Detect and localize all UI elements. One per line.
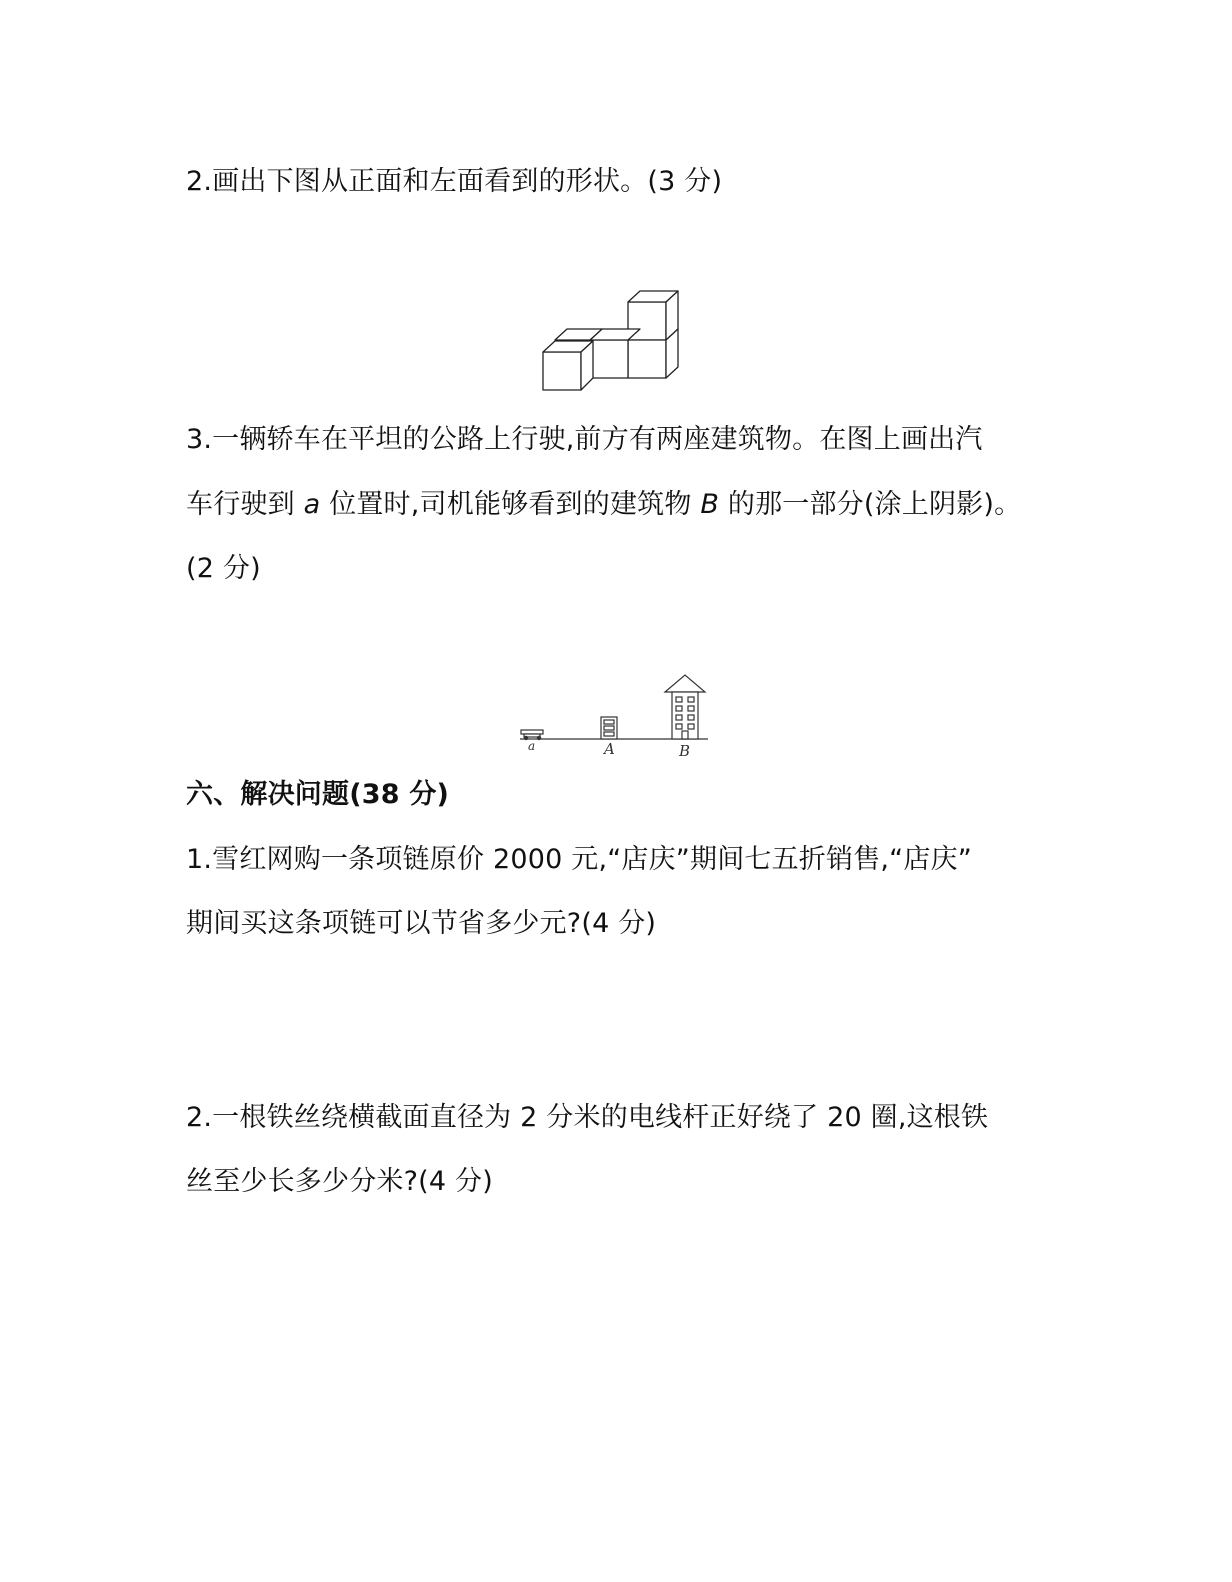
building-b-shape: [665, 675, 705, 739]
question-3-line3: (2 分): [186, 553, 261, 584]
problem-2-line2: 丝至少长多少分米?(4 分): [186, 1166, 493, 1197]
label-a: a: [528, 739, 536, 753]
question-3-line2: [186, 487, 1021, 523]
problem-1-line1: 1.雪红网购一条项链原价 2000 元,“店庆”期间七五折销售,“店庆”: [186, 844, 972, 875]
problem-2-line1: 2.一根铁丝绕横截面直径为 2 分米的电线杆正好绕了 20 圈,这根铁: [186, 1102, 989, 1133]
question-3-line1: 3.一辆轿车在平坦的公路上行驶,前方有两座建筑物。在图上画出汽: [186, 424, 983, 455]
section-6-title: 六、解决问题(38 分): [186, 779, 450, 810]
q3-text-part2: 位置时,司机能够看到的建筑物: [329, 489, 692, 520]
label-A: A: [604, 740, 615, 758]
variable-b: B: [700, 489, 720, 520]
label-B: B: [679, 742, 691, 760]
car-shape: [521, 730, 543, 740]
variable-a: a: [303, 489, 321, 520]
q3-text-part3: 的那一部分(涂上阴影)。: [727, 489, 1022, 520]
building-a-shape: [601, 717, 617, 739]
question-2-text: 2.画出下图从正面和左面看到的形状。(3 分): [186, 166, 723, 197]
q3-text-part1: 车行驶到: [186, 489, 295, 520]
problem-1-line2: 期间买这条项链可以节省多少元?(4 分): [186, 908, 657, 939]
